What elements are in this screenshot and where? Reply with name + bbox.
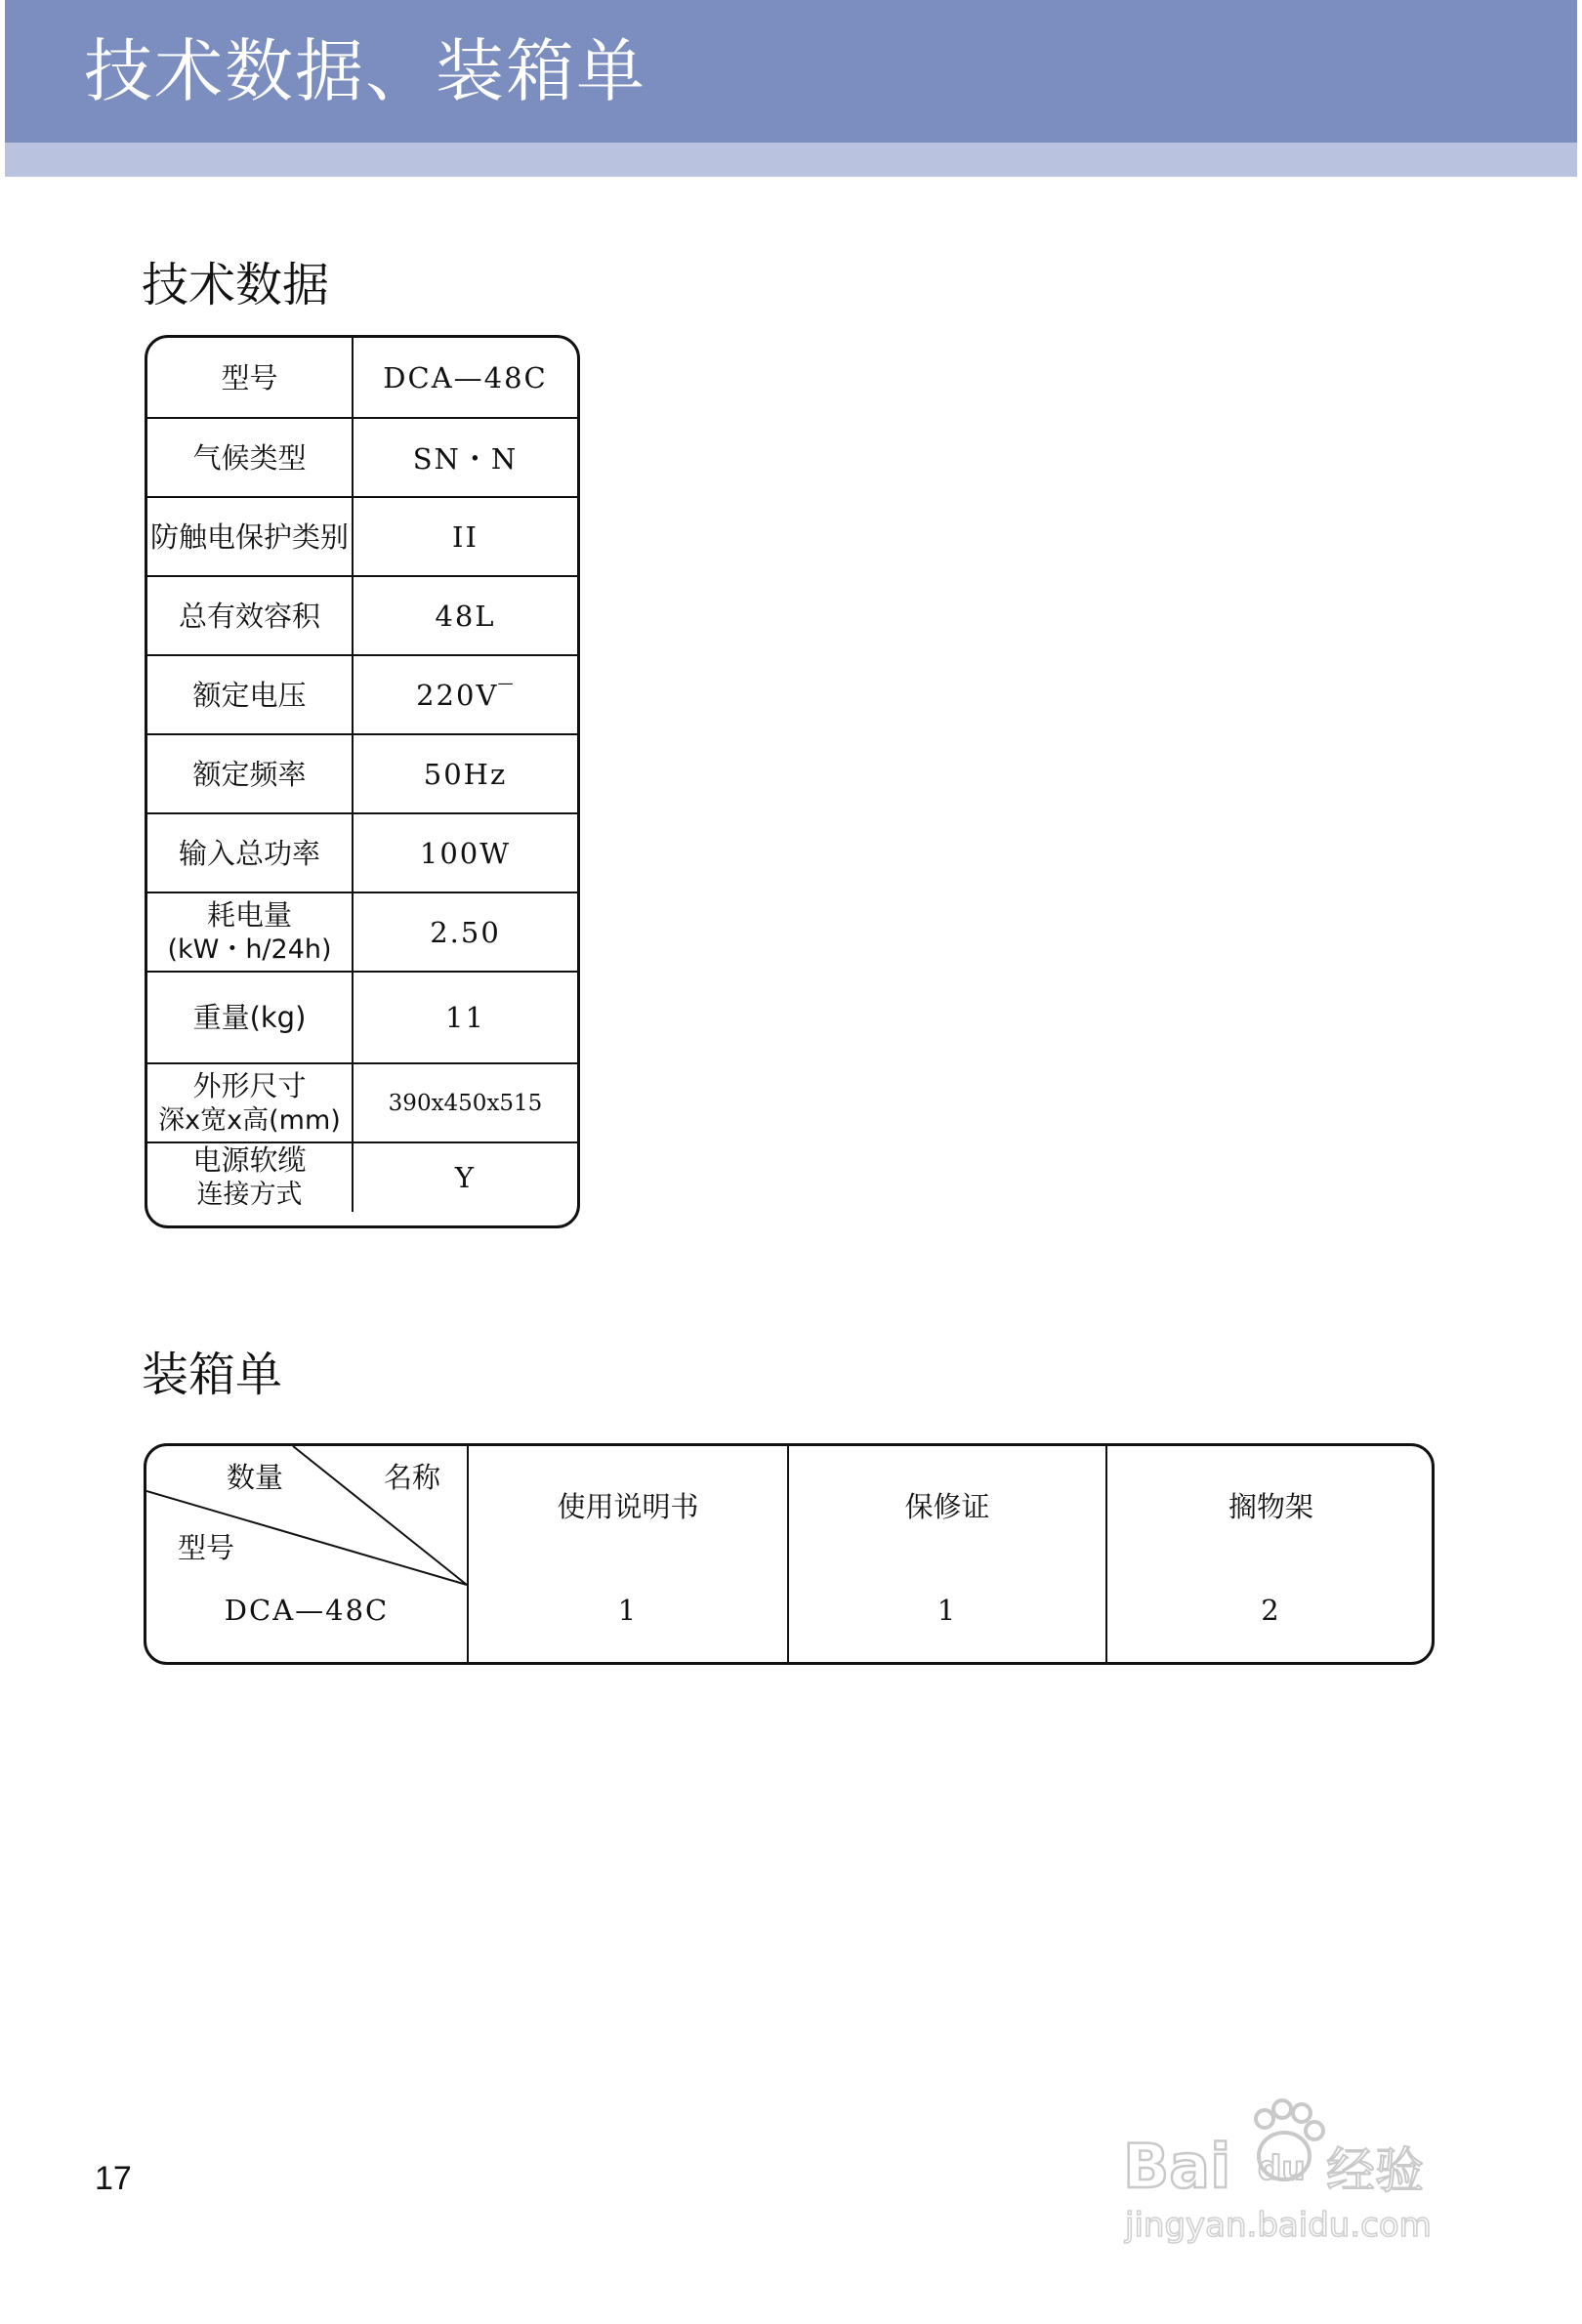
corner-model-label: 型号 (178, 1531, 235, 1564)
spec-value: 11 (445, 1001, 485, 1034)
spec-label (147, 498, 354, 575)
spec-label-line: (kW・h/24h) (167, 934, 332, 965)
packing-table (144, 1443, 1435, 1665)
spec-label (147, 419, 354, 496)
spec-row (147, 812, 577, 892)
spec-table (145, 335, 580, 1228)
column-header-shelf: 搁物架 (1228, 1489, 1313, 1523)
qty-shelf: 2 (1261, 1594, 1281, 1627)
spec-row (147, 417, 577, 496)
spec-label (147, 893, 354, 971)
spec-label (147, 656, 354, 733)
spec-value: 50Hz (423, 757, 508, 791)
spec-row (147, 338, 577, 417)
spec-value: SN・N (412, 442, 519, 476)
column-header-warranty: 保修证 (904, 1489, 990, 1523)
spec-label-line: 防触电保护类别 (149, 519, 349, 554)
spec-label-line: 连接方式 (196, 1180, 303, 1210)
spec-row (147, 971, 577, 1062)
spec-label-line: 额定频率 (192, 757, 307, 791)
spec-label-line: 输入总功率 (178, 836, 320, 870)
spec-value: Y (454, 1161, 477, 1194)
spec-label (147, 973, 354, 1062)
spec-label-line: 耗电量 (206, 897, 292, 932)
spec-value: 100W (419, 836, 512, 870)
spec-row (147, 496, 577, 575)
page-title: 技术数据、装箱单 (84, 31, 646, 111)
column-header-manual: 使用说明书 (557, 1489, 699, 1523)
spec-value: 390x450x515 (388, 1090, 543, 1116)
svg-text:jingyan.baidu.com: jingyan.baidu.com (1125, 2206, 1432, 2245)
corner-name-label: 名称 (384, 1461, 441, 1494)
corner-quantity-label: 数量 (227, 1461, 284, 1494)
spec-label-line: 重量(kg) (192, 1001, 307, 1034)
spec-label (147, 814, 354, 892)
spec-value: 220V‾ (416, 678, 515, 712)
spec-label-line: 电源软缆 (192, 1143, 307, 1177)
spec-row (147, 733, 577, 812)
baidu-jingyan-watermark (1113, 2090, 1484, 2256)
spec-value: 48L (435, 599, 496, 633)
spec-label-line: 深x宽x高(mm) (158, 1104, 341, 1136)
svg-text:Bai: Bai (1123, 2131, 1231, 2202)
spec-value: DCA—48C (383, 360, 548, 394)
spec-section-title: 技术数据 (142, 258, 330, 312)
spec-label-line: 额定电压 (192, 678, 307, 712)
spec-row (147, 1141, 577, 1212)
spec-row (147, 654, 577, 733)
qty-warranty: 1 (937, 1594, 958, 1627)
page-number: 17 (95, 2160, 132, 2197)
spec-label-line: 型号 (221, 360, 278, 394)
svg-text:经验: 经验 (1326, 2142, 1424, 2199)
spec-label (147, 338, 354, 417)
spec-value: 2.50 (430, 915, 501, 949)
spec-label (147, 735, 354, 812)
spec-label (147, 577, 354, 654)
header-stripe (5, 143, 1577, 177)
svg-text:du: du (1258, 2149, 1306, 2188)
spec-row (147, 575, 577, 654)
spec-value: II (452, 519, 479, 554)
spec-label-line: 外形尺寸 (192, 1068, 307, 1102)
spec-label-line: 总有效容积 (178, 599, 320, 633)
spec-row (147, 892, 577, 971)
row-model: DCA—48C (224, 1594, 390, 1627)
spec-label-line: 气候类型 (192, 440, 307, 475)
spec-label (147, 1143, 354, 1212)
packing-section-title: 装箱单 (142, 1348, 283, 1402)
spec-label (147, 1064, 354, 1141)
spec-row (147, 1062, 577, 1141)
qty-manual: 1 (617, 1594, 639, 1627)
